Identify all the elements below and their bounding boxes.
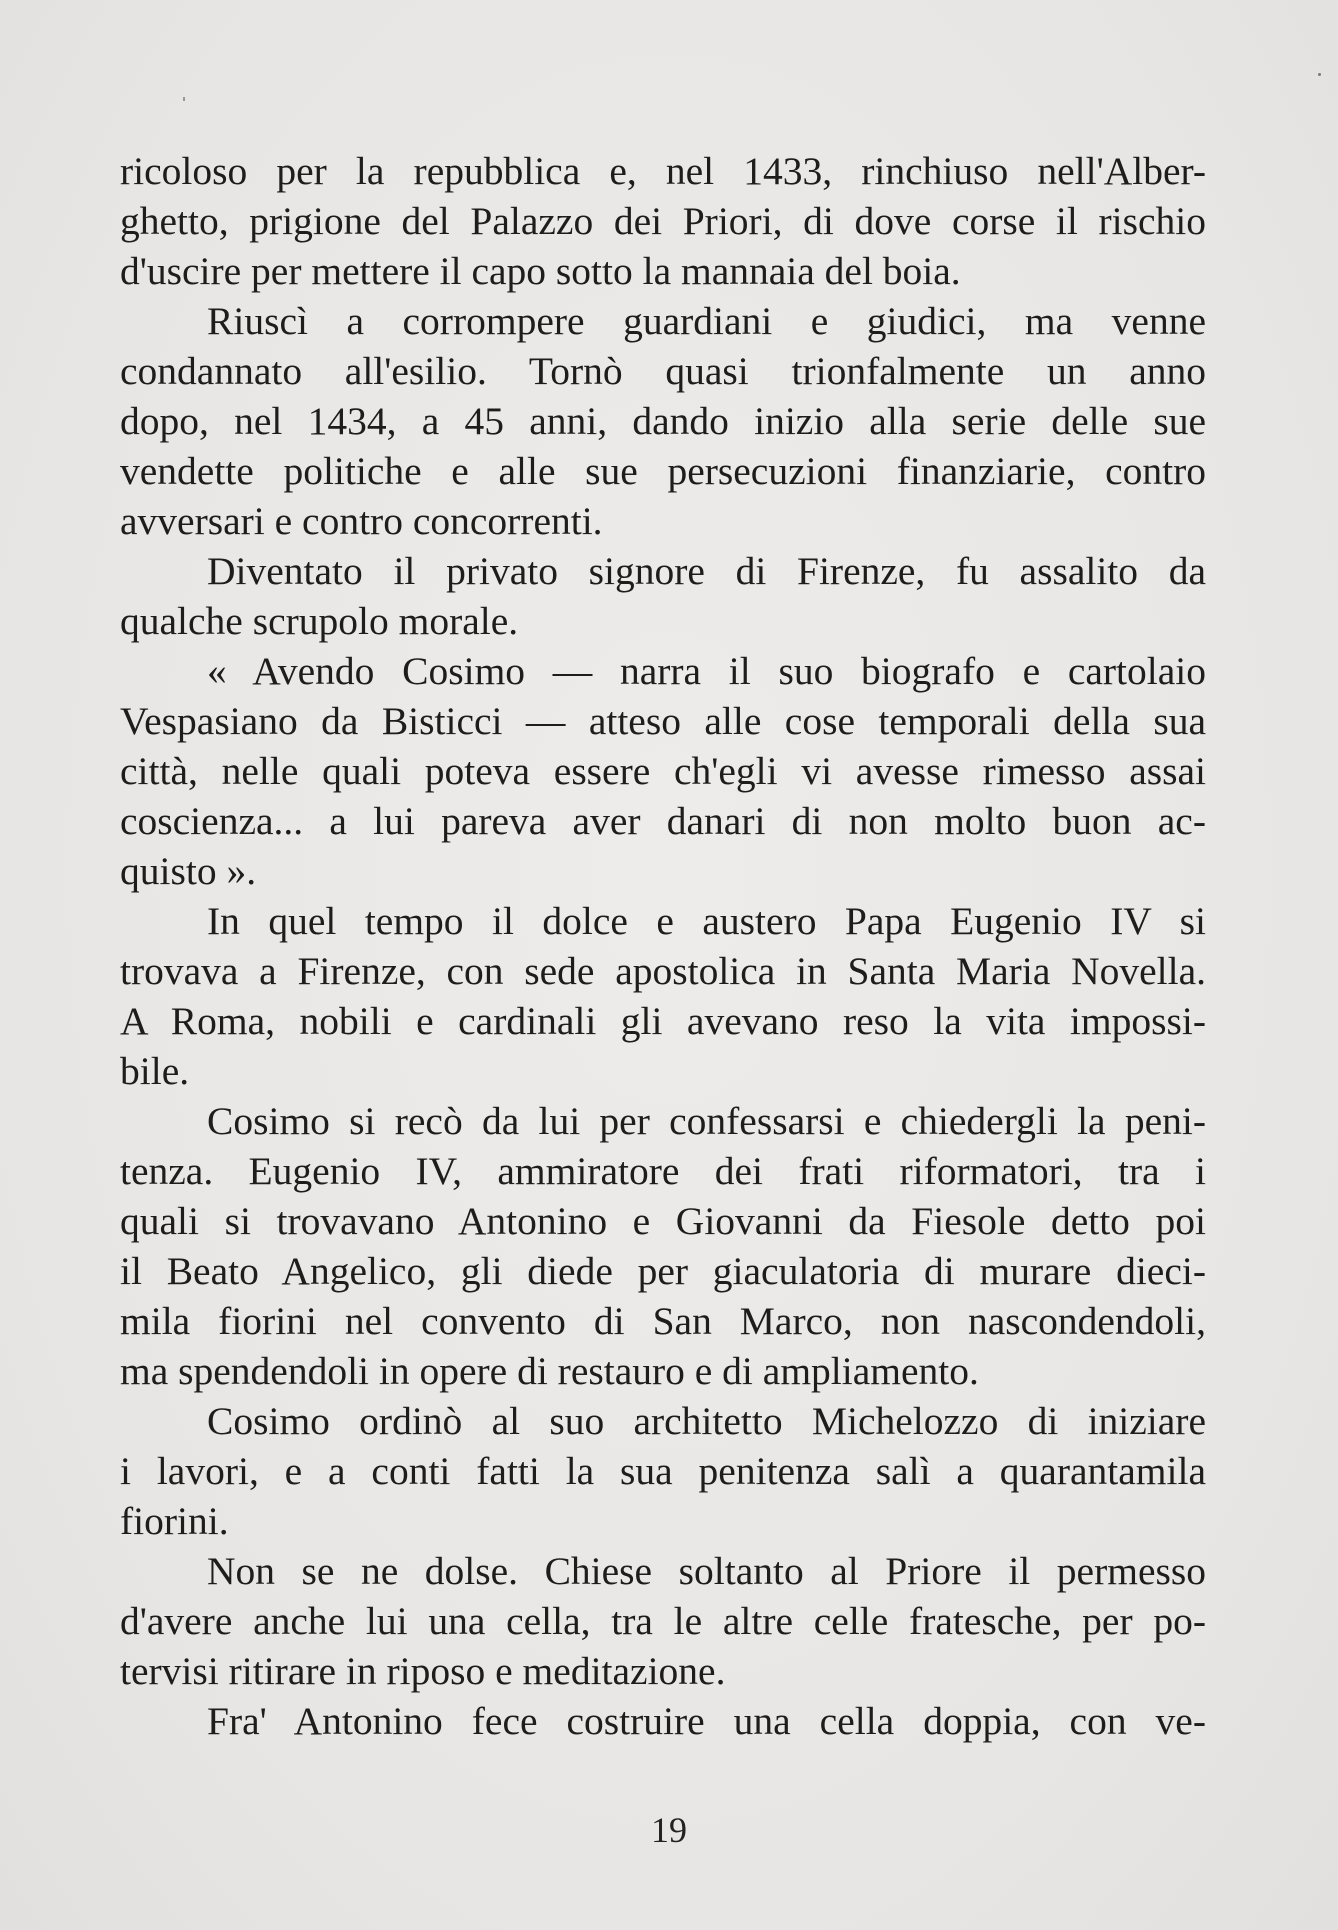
text-line: tenza. Eugenio IV, ammiratore dei frati riformatori, tra i — [120, 1149, 1206, 1193]
text-line: Riuscì a corrompere guardiani e giudici, ma venne — [207, 299, 1206, 343]
text-line: Diventato il privato signore di Firenze, fu assalito da — [207, 549, 1206, 593]
text-line: coscienza... a lui pareva aver danari di non molto buon ac- — [120, 799, 1206, 843]
text-line: tervisi ritirare in riposo e meditazione. — [120, 1649, 726, 1693]
page-number: 19 — [651, 1810, 687, 1850]
text-line: Fra' Antonino fece costruire una cella doppia, con ve- — [207, 1699, 1206, 1743]
text-line: quisto ». — [120, 849, 257, 893]
body-text — [120, 146, 1206, 1746]
text-line: ma spendendoli in opere di restauro e di ampliamento. — [120, 1349, 979, 1393]
text-line: quali si trovavano Antonino e Giovanni da Fiesole detto poi — [120, 1199, 1206, 1243]
text-line: ghetto, prigione del Palazzo dei Priori, di dove corse il rischio — [120, 199, 1206, 243]
text-line: d'uscire per mettere il capo sotto la mannaia del boia. — [120, 249, 961, 293]
text-line: condannato all'esilio. Tornò quasi trionfalmente un anno — [120, 349, 1206, 393]
text-line: dopo, nel 1434, a 45 anni, dando inizio alla serie delle sue — [120, 399, 1206, 443]
text-line: vendette politiche e alle sue persecuzioni finanziarie, contro — [120, 449, 1206, 493]
text-line: avversari e contro concorrenti. — [120, 499, 603, 543]
text-line: In quel tempo il dolce e austero Papa Eugenio IV si — [207, 899, 1206, 943]
paper-speck — [183, 97, 185, 101]
text-line: il Beato Angelico, gli diede per giaculatoria di murare dieci- — [120, 1249, 1206, 1293]
text-line: A Roma, nobili e cardinali gli avevano reso la vita impossi- — [120, 999, 1206, 1043]
text-line: ricoloso per la repubblica e, nel 1433, rinchiuso nell'Alber- — [120, 149, 1206, 193]
text-line: bile. — [120, 1049, 190, 1093]
text-line: mila fiorini nel convento di San Marco, non nascondendoli, — [120, 1299, 1206, 1343]
text-line: Cosimo ordinò al suo architetto Michelozzo di iniziare — [207, 1399, 1206, 1443]
text-line: qualche scrupolo morale. — [120, 599, 519, 643]
text-line: « Avendo Cosimo — narra il suo biografo e cartolaio — [207, 649, 1206, 693]
text-line: Non se ne dolse. Chiese soltanto al Priore il permesso — [207, 1549, 1206, 1593]
text-line: Cosimo si recò da lui per confessarsi e chiedergli la peni- — [207, 1099, 1206, 1143]
text-line: città, nelle quali poteva essere ch'egli vi avesse rimesso assai — [120, 749, 1206, 793]
text-line: d'avere anche lui una cella, tra le altre celle fratesche, per po- — [120, 1599, 1206, 1643]
text-line: Vespasiano da Bisticci — atteso alle cose temporali della sua — [120, 699, 1206, 743]
text-line: i lavori, e a conti fatti la sua penitenza salì a quarantamila — [120, 1449, 1206, 1493]
paper-speck — [1318, 73, 1321, 76]
text-line: fiorini. — [120, 1499, 229, 1543]
text-line: trovava a Firenze, con sede apostolica in Santa Maria Novella. — [120, 949, 1206, 993]
